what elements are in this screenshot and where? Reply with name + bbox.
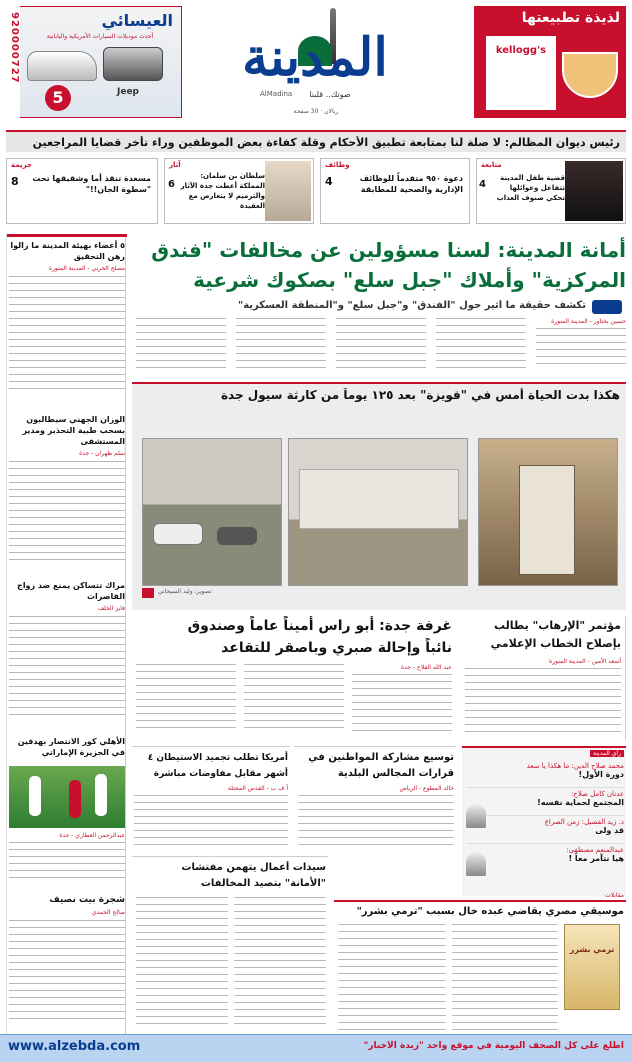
wall: [299, 469, 459, 529]
issue-price: ريالان: [324, 108, 339, 115]
terror-byline: أسعد الأمين - المدينة المنورة: [549, 658, 621, 665]
teaser-4[interactable]: [6, 158, 158, 224]
teaser-1[interactable]: [476, 158, 626, 224]
sidebar-item-1-headline: ٥ أعضاء بهيئة المدينة ما زالوا رهن التحقيق: [10, 241, 125, 261]
flood-photo-2: [288, 438, 468, 586]
opinion-box[interactable]: [462, 746, 626, 896]
logo: [190, 6, 440, 118]
voters-headline-2: قرارات المجالس البلدية: [337, 768, 454, 779]
opinion-label: رأي المدينة: [590, 750, 624, 757]
opinion-4-title: هيا نتآمر معاً !: [568, 854, 624, 863]
voters-byline: خالد المطوع - الرياض: [399, 785, 454, 792]
lead-body-col-3: [336, 318, 426, 368]
lead-headline-2: المركزية" وأملاك "جبل سلع" بصكوك شرعية: [193, 268, 626, 292]
photo-story-headline: هكذا بدت الحياة أمس في "قويزة" بعد ١٢٥ يوماً من كارثة سيول جدة: [220, 388, 620, 402]
sidebar-item-2-headline: الوزان الجهني سيطالبون بسحب طبية التحذير ومدير المستشفى: [22, 415, 125, 446]
sidebar-top-rule: [7, 234, 127, 237]
opinion-3-author: د. زيد الفضيل: زمن الصراع: [544, 818, 624, 826]
musician-body-2: [338, 924, 446, 1032]
usa-headline-1: أمريكا تطلب تجميد الاستيطان ٤: [147, 753, 288, 763]
ad-right-title: لذيذة تطبيعتها: [521, 10, 620, 26]
phone-number: 920000727: [9, 12, 20, 84]
ad-left[interactable]: [6, 6, 182, 118]
footer-bar[interactable]: [0, 1034, 632, 1062]
teaser-2-title: دعوة ٩٥٠ متقدماً للوظائف الإدارية والصحية للمطابقة: [359, 174, 463, 194]
opinion-item-3[interactable]: [466, 818, 624, 844]
car-1: [153, 523, 203, 545]
businesswomen-story[interactable]: [132, 856, 328, 1034]
car-2: [217, 527, 257, 545]
businesswomen-headline-1: سيدات أعمال يتهمن مفتشات: [181, 862, 326, 873]
cereal-box-image: [486, 36, 556, 110]
teaser-2-section: وظائف: [325, 161, 350, 169]
sidebar-item-4-body: [9, 842, 125, 882]
photo-caption: تصوير: وليد السيحاني: [158, 588, 212, 595]
author-photo-1: [466, 804, 486, 828]
logo-text: المدينة: [242, 27, 388, 88]
terror-body: [465, 668, 621, 734]
footer-site[interactable]: www.alzebda.com: [8, 1039, 141, 1054]
jeep-image: [103, 47, 163, 81]
usa-body: [134, 795, 288, 847]
door: [519, 465, 575, 575]
lead-headline-1: أمانة المدينة: لسنا مسؤولين عن مخالفات "فندق: [151, 238, 626, 262]
flood-photo-1: [142, 438, 282, 586]
ad-left-brand: العيسائي: [101, 11, 173, 30]
businesswomen-headline-2: "الأمانة" بتصيد المخالفات: [200, 878, 326, 889]
sidebar-item-4[interactable]: [9, 736, 125, 886]
logo-latin: AlMadina: [260, 90, 293, 98]
book-cover: [564, 924, 620, 1010]
opinion-item-4[interactable]: [466, 846, 624, 872]
player-2: [69, 780, 81, 818]
banner-headline-bar[interactable]: [6, 130, 626, 152]
book-title: ترمي بشرر: [569, 945, 615, 954]
player-1: [29, 776, 41, 816]
usa-headline-2: أشهر مقابل مفاوضات مباشرة: [153, 769, 288, 779]
sidebar-item-3[interactable]: [9, 580, 125, 730]
sidebar-item-5-headline: شجرة بيت نصيف: [49, 895, 125, 905]
teaser-4-title: مسعدة تنقذ أما وشقيقها تحت "سطوة الجان!!": [32, 174, 151, 194]
teaser-1-photo: [565, 161, 623, 221]
jeddah-body-3: [136, 664, 236, 734]
flood-photo-3: [478, 438, 618, 586]
opinion-2-title: المجتمع لحماية نفسه!: [537, 798, 624, 807]
mini-logo-icon: [592, 300, 622, 314]
banner-headline: رئيس ديوان المظالم: لا صلة لنا بمتابعة تطبيق الأحكام وقلة كفاءة بعض الموظفين وراء تأخر قضايا المراجعين: [32, 136, 620, 149]
lead-body-col-5: [136, 318, 226, 368]
teaser-3[interactable]: [164, 158, 314, 224]
ad-left-badge: 5: [45, 85, 71, 111]
terror-headline-2: بإصلاح الخطاب الإعلامي: [490, 637, 621, 650]
teaser-3-page: 6: [168, 179, 175, 190]
ad-right[interactable]: [474, 6, 626, 118]
lead-body-col-1: [536, 328, 626, 368]
voters-body: [298, 795, 454, 847]
sidebar-item-1-body: [9, 276, 125, 392]
opinion-1-author: محمد صلاح الدين: ما هكذا يا سعد: [526, 762, 624, 770]
opinion-item-1[interactable]: [466, 762, 624, 788]
businesswomen-body-1: [234, 897, 326, 1027]
sidebar-item-4-byline: عبدالرحمن العطاري - جدة: [59, 832, 125, 839]
football-photo: [9, 766, 125, 828]
ad-left-models: Jeep: [117, 87, 139, 97]
lead-body-col-2: [436, 318, 526, 368]
sidebar-item-2-byline: سلم ظهران - جدة: [79, 450, 125, 457]
car-image: [27, 51, 97, 81]
jeddah-body-2: [244, 664, 344, 734]
sidebar-item-1[interactable]: [9, 240, 125, 408]
teaser-4-section: جريمة: [11, 161, 32, 169]
terror-headline-1: مؤتمر "الإرهاب" يطالب: [493, 619, 621, 632]
teaser-3-section: آثار: [169, 161, 181, 169]
teaser-2-page: 4: [325, 175, 333, 188]
sidebar-item-5[interactable]: [9, 894, 125, 1030]
issue-pages: 30: [310, 108, 319, 115]
opinion-item-2[interactable]: [466, 790, 624, 816]
footer-promo: اطلع على كل الصحف اليومية في موقع واحد "زبدة الأخبار": [363, 1041, 624, 1051]
sidebar-item-3-byline: فايز الخلف: [97, 605, 125, 612]
sidebar-item-3-body: [9, 616, 125, 716]
usa-byline: أ ف ب - القدس المحتلة: [227, 785, 288, 792]
opinion-1-title: دورة الأول!: [578, 770, 624, 779]
lead-story[interactable]: [132, 236, 626, 372]
voters-story[interactable]: [294, 746, 456, 850]
sidebar-item-5-body: [9, 920, 125, 1020]
musician-story[interactable]: [334, 892, 626, 1034]
player-3: [95, 774, 107, 816]
teaser-1-page: 4: [479, 179, 486, 190]
sidebar-item-1-byline: مصلح الحربي - المدينة المنورة: [48, 265, 125, 272]
lead-deck: تكشف حقيقة ما أثير حول "الفندق" و"جبل سلع" و"المنطقة العسكرية": [238, 300, 586, 311]
sidebar: [6, 234, 126, 1034]
sidebar-item-5-byline: صالح الحمدي: [91, 909, 125, 916]
issue-bar: ريالان · 30 صفحة: [293, 108, 339, 115]
ad-left-line: أحدث موديلات السيارات الأمريكية واليابانية: [46, 33, 154, 40]
musician-body-1: [452, 924, 558, 1032]
usa-story[interactable]: [132, 746, 290, 850]
sidebar-item-2[interactable]: [9, 414, 125, 574]
lead-byline: حسين بختاور - المدينة المنورة: [551, 318, 626, 325]
lead-body-col-4: [236, 318, 326, 368]
musician-label: مقابلات: [605, 892, 624, 899]
sidebar-item-2-body: [9, 461, 125, 561]
jeddah-headline-2: نائباً وإحالة صبري وباصقر للتقاعد: [221, 640, 452, 656]
issue-pages-label: صفحة: [293, 108, 309, 115]
cereal-bowl-image: [562, 52, 618, 98]
sidebar-item-3-headline: مراك تتساكن يمنع ضد زواج القاصرات: [17, 581, 125, 601]
jeddah-chamber-story[interactable]: [132, 616, 456, 740]
musician-headline: موسيقي مصري يقاضي عبده خال بسبب "ترمي بشرر": [356, 906, 624, 917]
opinion-3-title: قد ولى: [595, 826, 624, 835]
tagline: صوتك.. قلبنا: [309, 90, 351, 99]
ad-right-brand: kellogg's: [495, 45, 547, 56]
teaser-1-section: متابعة: [481, 161, 502, 169]
teaser-3-title: سلطان بن سلمان: المملكة أعطت جدة الآثار والترميم لا يتعارض مع العقيدة: [180, 172, 265, 210]
voters-headline-1: توسيع مشاركة المواطنين في: [308, 752, 454, 763]
phone-strip: [6, 6, 20, 118]
photo-caption-icon: [142, 588, 154, 598]
jeddah-headline-1: غرفة جدة: أبو راس أميناً عاماً وصندوق: [187, 618, 452, 634]
teaser-2[interactable]: [320, 158, 470, 224]
opinion-4-author: عبدالمنعم مصطفى:: [566, 846, 624, 854]
jeddah-byline: عبد الله الفلاح - جدة: [400, 664, 452, 671]
terror-conference-story[interactable]: [462, 616, 626, 740]
teaser-1-title: قضية طفل المدينة تتفاعل وعوائلها تحكي صنوف العذاب: [496, 174, 565, 202]
businesswomen-body-2: [136, 897, 228, 1027]
sidebar-item-4-headline: الأهلي كور الانتصار بهدفين في الجزيرة الإماراتي: [17, 737, 125, 757]
opinion-2-author: عدنان كامل صلاح:: [570, 790, 624, 798]
photo-story[interactable]: [132, 382, 626, 610]
teaser-3-photo: [265, 161, 311, 221]
author-photo-2: [466, 852, 486, 876]
teasers-row: [6, 158, 626, 224]
jeddah-body-1: [352, 674, 452, 734]
teaser-4-page: 8: [11, 175, 19, 188]
